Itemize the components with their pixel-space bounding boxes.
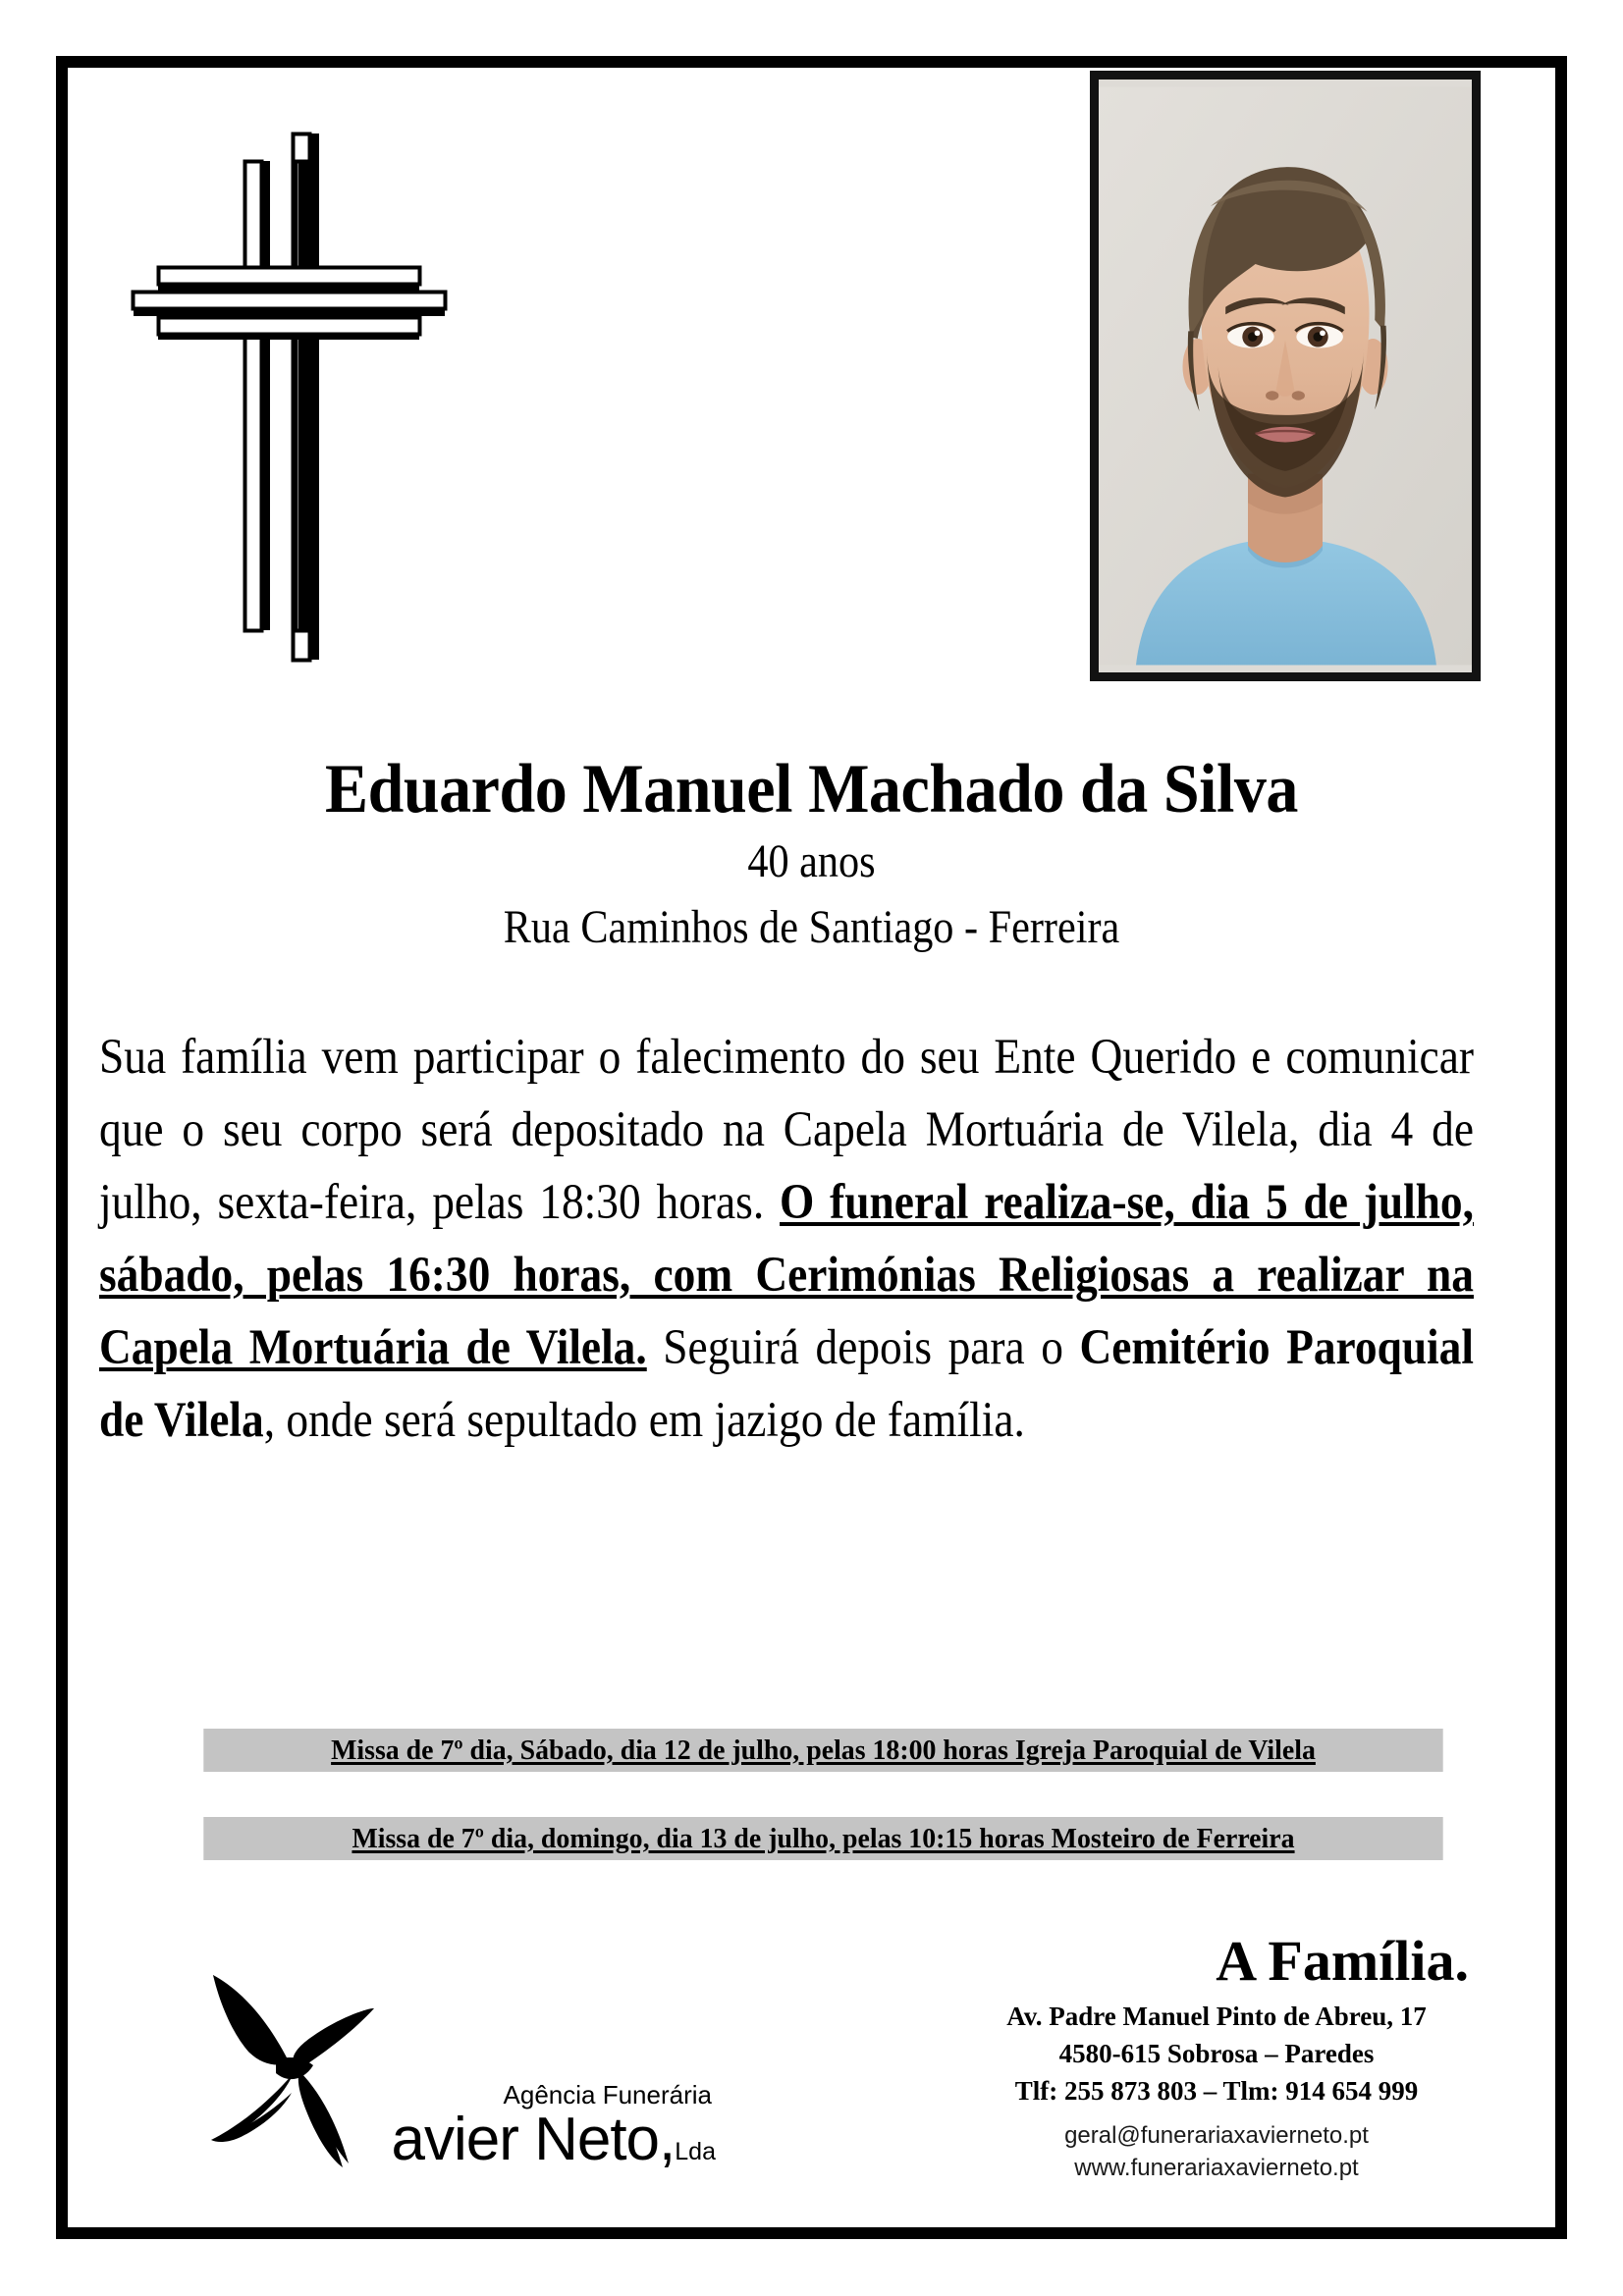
contact-website[interactable]: www.funerariaxavierneto.pt (1074, 2155, 1359, 2181)
announcement-part-cemetery: Cemitério Paroquial de Vilela (99, 1320, 1474, 1448)
announcement-part-closing: , onde será sepultado em jazigo de família. (263, 1393, 1025, 1448)
announcement-part-intro: Sua família vem participar o falecimento do seu Ente Querido e comunicar que o seu corpo será depositado na Capela Mortuária de Vilela, dia 4 de julho, sexta-feira, pelas 18:30 horas. (99, 1030, 1474, 1230)
portrait-photo-frame (1090, 71, 1481, 681)
notice-footer (68, 1917, 1555, 2212)
funeral-notice-card (56, 56, 1567, 2239)
deceased-age: 40 anos (747, 835, 876, 887)
contact-street: Av. Padre Manuel Pinto de Abreu, 17 (1006, 2002, 1427, 2031)
deceased-address: Rua Caminhos de Santiago - Ferreira (503, 901, 1120, 953)
mass-notice-2: Missa de 7º dia, domingo, dia 13 de julho, pelas 10:15 horas Mosteiro de Ferreira (203, 1817, 1442, 1860)
family-signature: A Família. (1216, 1929, 1469, 1993)
avatar (1099, 80, 1472, 672)
announcement-text (99, 1021, 1474, 1457)
logo-wordmark: avier Neto, (391, 2106, 676, 2173)
contact-phones: Tlf: 255 873 803 – Tlm: 914 654 999 (1014, 2076, 1419, 2106)
contact-postal: 4580-615 Sobrosa – Paredes (1058, 2039, 1375, 2068)
agency-logo (205, 1956, 716, 2182)
logo-suffix: Lda (675, 2138, 716, 2165)
announcement-part-transition: Seguirá depois para o (646, 1320, 1080, 1375)
notice-content (68, 68, 1555, 2227)
agency-contact-block (912, 1998, 1521, 2184)
contact-email[interactable]: geral@funerariaxavierneto.pt (1064, 2122, 1369, 2149)
page-title: Eduardo Manuel Machado da Silva (325, 751, 1298, 828)
announcement-part-funeral: O funeral realiza-se, dia 5 de julho, sábado, pelas 16:30 horas, com Cerimónias Religiosas a realizar na Capela Mortuária de Vilela. (99, 1175, 1474, 1375)
mass-notice-1: Missa de 7º dia, Sábado, dia 12 de julho, pelas 18:00 horas Igreja Paroquial de Vilela (203, 1729, 1442, 1772)
logo-wordmark-row (343, 2106, 716, 2173)
christian-cross-icon (127, 122, 451, 671)
logo-text (343, 2080, 716, 2173)
logo-tagline: Agência Funerária (503, 2080, 712, 2109)
notice-header (68, 68, 1555, 745)
contact-web-group (912, 2119, 1521, 2184)
